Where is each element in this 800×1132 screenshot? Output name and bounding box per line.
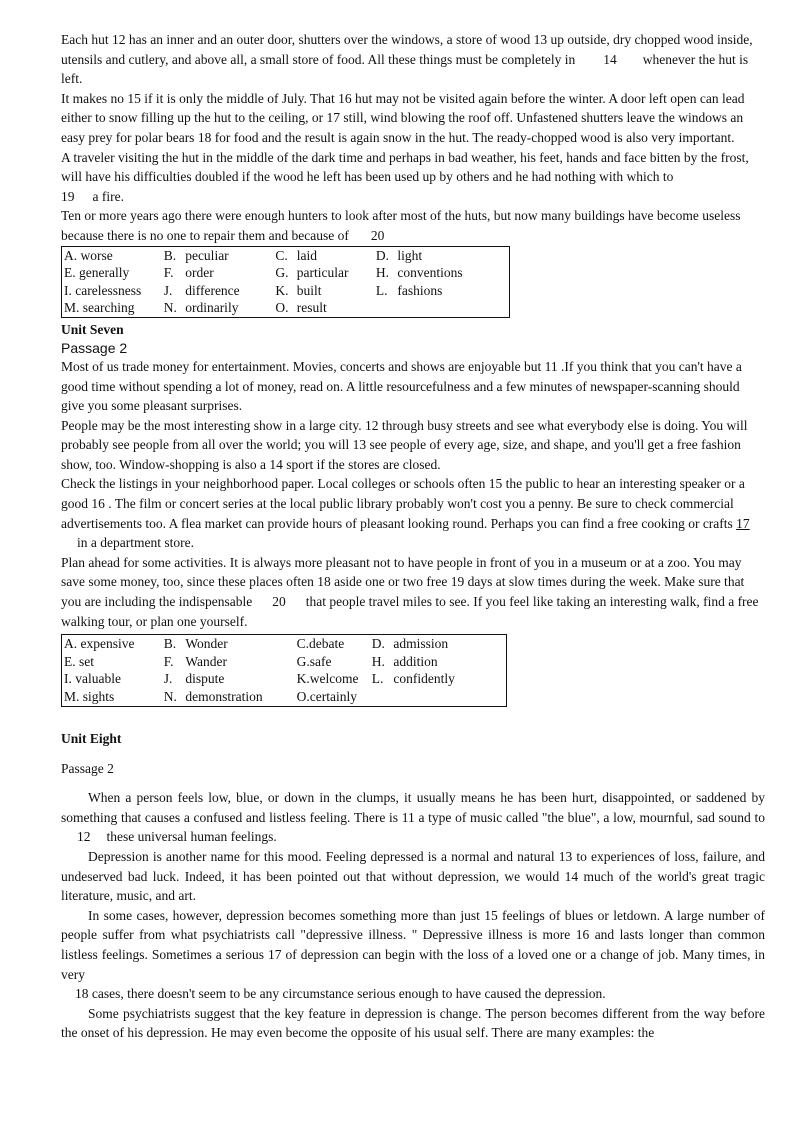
word-bank-row	[62, 282, 510, 300]
paragraph-u7-1: Most of us trade money for entertainment. Movies, concerts and shows are enjoyable but 11 .If you think that you can't have a good time without spending a lot of money, read on. A little resourcefulness and a few minutes of newspaper-scanning should give you some pleasant surprises.	[61, 358, 742, 414]
word-bank-row	[62, 635, 507, 653]
paragraph-huts-3: A traveler visiting the hut in the middle of the dark time and perhaps in bad weather, his feet, hands and face bitten by the frost, will have his difficulties doubled if the wood he left has been used up by others and he had nothing with which to 19 a fire.	[61, 149, 749, 204]
word-bank-cell: H.	[371, 653, 385, 669]
word-bank-cell: B.	[163, 636, 177, 652]
word-bank-cell: order	[185, 265, 214, 281]
paragraph-huts-2: It makes no 15 if it is only the middle of July. That 16 hut may not be visited again before the winter. A door left open can lead either to snow filling up the hut to the ceiling, or 17 still, wind blowing the roof off. Unfastened shutters leave the windows an easy prey for polar bears 18 for food and the result is again snow in the hut. The ready-chopped wood is also very important.	[61, 90, 745, 145]
word-bank-cell: Wander	[185, 653, 227, 669]
word-bank-cell: N.	[163, 300, 177, 316]
word-bank-cell: A. worse	[64, 247, 113, 263]
word-bank-cell: fashions	[397, 282, 443, 298]
word-bank-cell	[395, 299, 509, 317]
word-bank-cell: O.	[275, 300, 289, 316]
word-bank-cell: L.	[371, 671, 384, 687]
paragraph-u7-2: People may be the most interesting show in a large city. 12 through busy streets and see what everybody else is doing. You will probably see people from all over the world; you will 13 see people of every age, size, and shape, and you'll get a free fashion show, too. Window-shopping is also a 14 sport if the stores are closed.	[61, 417, 748, 472]
word-bank-cell: E. generally	[64, 265, 130, 281]
unit-eight-passage-label: Passage 2	[61, 760, 114, 776]
paragraph-u7-4: Plan ahead for some activities. It is always more pleasant not to have people in front of you in a museum or at a zoo. You may save some money, too, since these places often 18 aside one or two free 19 days at slow times during the week. Make sure that you are including the indispensable 20 that people travel miles to see. If you feel like taking an interesting walk, find a free walking tour, or plan one yourself.	[61, 554, 759, 629]
document-page	[61, 30, 765, 1043]
paragraph-huts-1: Each hut 12 has an inner and an outer door, shutters over the windows, a store of wood 13 up outside, dry chopped wood inside, utensils and cutlery, and above all, a small store of food. All these things must be completely in 14 whenever the hut is left.	[61, 32, 753, 87]
unit-seven-title: Unit Seven	[61, 321, 124, 337]
word-bank-cell: I. carelessness	[64, 282, 142, 298]
word-bank-cell: M. searching	[64, 300, 135, 316]
word-bank-table-2	[61, 634, 507, 706]
word-bank-cell: B.	[163, 247, 177, 263]
word-bank-cell: confidently	[393, 671, 455, 687]
word-bank-cell: E. set	[64, 653, 94, 669]
word-bank-cell: C.debate	[296, 636, 345, 652]
word-bank-cell: difference	[185, 282, 240, 298]
word-bank-cell: laid	[296, 247, 318, 263]
word-bank-cell: particular	[296, 265, 349, 281]
word-bank-cell: A. expensive	[64, 636, 135, 652]
word-bank-cell	[374, 299, 395, 317]
word-bank-cell: F.	[163, 653, 174, 669]
paragraph-u8-3b: 18 cases, there doesn't seem to be any circumstance serious enough to have caused the depression.	[75, 986, 606, 1002]
word-bank-row	[62, 653, 507, 671]
paragraph-u8-4: Some psychiatrists suggest that the key feature in depression is change. The person becomes different from the way before the onset of his depression. He may even become the opposite of his usual self. There are many examples: the	[61, 1005, 765, 1041]
word-bank-cell: conventions	[397, 265, 463, 281]
word-bank-cell: ordinarily	[185, 300, 239, 316]
word-bank-cell: N.	[163, 689, 177, 704]
word-bank-row	[62, 688, 507, 706]
word-bank-cell: addition	[393, 653, 438, 669]
unit-seven-passage-label: Passage 2	[61, 339, 128, 356]
word-bank-row	[62, 264, 510, 282]
word-bank-cell: result	[296, 300, 327, 316]
word-bank-cell: C.	[275, 247, 288, 263]
word-bank-cell: light	[397, 247, 423, 263]
word-bank-cell: J.	[163, 282, 173, 298]
word-bank-cell: O.certainly	[296, 689, 357, 704]
word-bank-cell: G.safe	[296, 653, 332, 669]
unit-eight-title: Unit Eight	[61, 730, 122, 746]
word-bank-row	[62, 246, 510, 264]
paragraph-u8-1: When a person feels low, blue, or down in the clumps, it usually means he has been hurt, disappointed, or saddened by something that causes a confused and listless feeling. There is 11 a type of music called "the blue", a low, mournful, sad sound to12 these universal human feelings.	[61, 790, 765, 845]
word-bank-cell: demonstration	[185, 689, 263, 704]
word-bank-cell: F.	[163, 265, 174, 281]
word-bank-cell: G.	[275, 265, 289, 281]
word-bank-cell: dispute	[185, 671, 225, 687]
word-bank-cell	[370, 688, 392, 706]
word-bank-cell: peculiar	[185, 247, 229, 263]
word-bank-cell: J.	[163, 671, 173, 687]
paragraph-huts-4: Ten or more years ago there were enough hunters to look after most of the huts, but now many buildings have become useless because there is no one to repair them and because of 20	[61, 208, 741, 243]
paragraph-u8-2: Depression is another name for this mood. Feeling depressed is a normal and natural 13 to experiences of loss, failure, and undeserved bad luck. Indeed, it has been pointed out that without depression, we would 14 much of the world's great tragic literature, music, and art.	[61, 848, 765, 904]
word-bank-cell: D.	[375, 247, 390, 263]
word-bank-cell: L.	[375, 282, 388, 298]
word-bank-cell: built	[296, 282, 322, 298]
word-bank-cell: I. valuable	[64, 671, 121, 687]
word-bank-row	[62, 299, 510, 317]
word-bank-cell: M. sights	[64, 689, 115, 704]
word-bank-cell	[391, 688, 506, 706]
word-bank-row	[62, 670, 507, 688]
word-bank-table-1	[61, 246, 510, 318]
paragraph-u8-3: In some cases, however, depression becomes something more than just 15 feelings of blues or letdown. A large number of people suffer from what psychiatrists call "depressive illness. " Depressive illness is more 16 and lasts longer than common listless feelings. Sometimes a serious 17 of depression can begin with the loss of a loved one or a change of job. Many times, in very	[61, 907, 765, 982]
word-bank-cell: H.	[375, 265, 390, 281]
word-bank-cell: D.	[371, 636, 385, 652]
word-bank-cell: admission	[393, 636, 449, 652]
word-bank-cell: K.welcome	[296, 671, 359, 687]
word-bank-cell: K.	[275, 282, 289, 298]
paragraph-u7-3: Check the listings in your neighborhood paper. Local colleges or schools often 15 the public to hear an interesting speaker or a good 16 . The film or concert series at the local public library probably won't cost you a penny. Be sure to check commercial advertisements too. A flea market can provide hours of pleasant looking round. Perhaps you can find a free cooking or crafts 17in a department store.	[61, 476, 750, 551]
word-bank-cell: Wonder	[185, 636, 228, 652]
